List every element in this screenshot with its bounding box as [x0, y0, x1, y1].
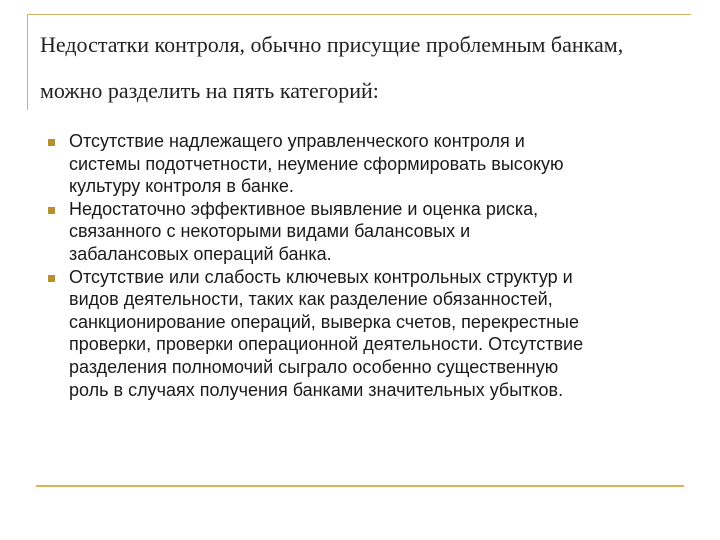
bullet-text-line: разделения полномочий сыграло особенно существенную: [69, 356, 559, 377]
frame-left-line: [27, 14, 28, 110]
bullet-text-line: забалансовых операций банка.: [69, 243, 332, 264]
bullet-text-line: Отсутствие надлежащего управленческого контроля и: [69, 131, 525, 151]
bullet-text-line: Недостаточно эффективное выявление и оценка риска,: [69, 198, 539, 219]
bullet-text-line: культуру контроля в банке.: [69, 176, 294, 197]
bottom-divider: [36, 485, 684, 487]
slide-title-line: Недостатки контроля, обычно присущие проблемным банкам,: [40, 32, 624, 57]
square-bullet-icon: [48, 139, 55, 146]
slide-title-line: можно разделить на пять категорий:: [40, 78, 379, 103]
bullet-text-line: роль в случаях получения банками значительных убытков.: [69, 379, 564, 400]
bullet-text-line: Отсутствие или слабость ключевых контрольных структур и: [69, 266, 573, 287]
square-bullet-icon: [48, 207, 55, 214]
bullet-item: [48, 130, 688, 198]
bullet-text-line: санкционирование операций, выверка счетов, перекрестные: [69, 311, 579, 332]
frame-top-line: [27, 14, 691, 15]
bullet-text-line: связанного с некоторыми видами балансовых и: [69, 221, 471, 242]
bullet-text-line: системы подотчетности, неумение сформировать высокую: [69, 153, 564, 174]
bullet-list: [48, 130, 688, 401]
bullet-text-line: видов деятельности, таких как разделение обязанностей,: [69, 289, 553, 310]
bullet-item: [48, 266, 688, 402]
bullet-text-line: проверки, проверки операционной деятельности. Отсутствие: [69, 334, 584, 355]
bullet-item: [48, 198, 688, 266]
slide-title: [40, 22, 700, 114]
square-bullet-icon: [48, 275, 55, 282]
